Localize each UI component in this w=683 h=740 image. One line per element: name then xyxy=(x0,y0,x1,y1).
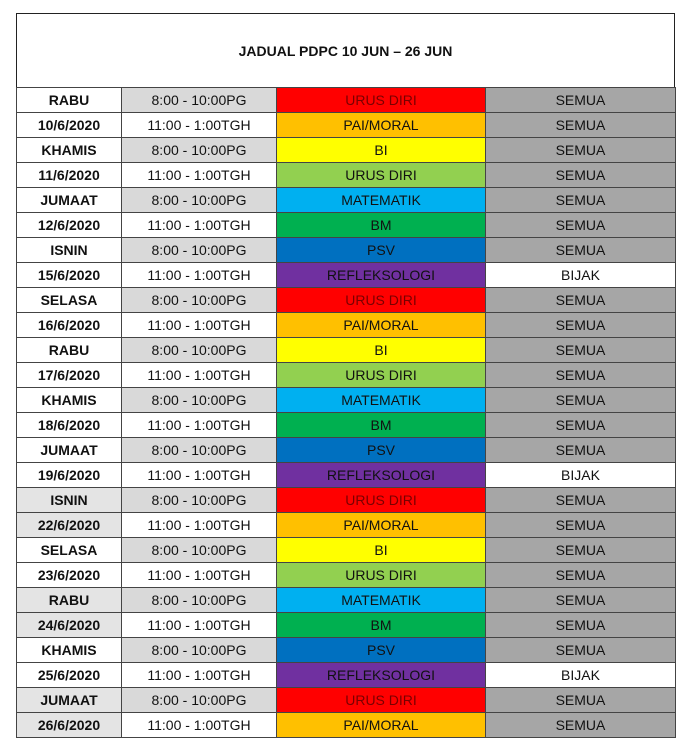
day-date-cell: 17/6/2020 xyxy=(17,363,122,388)
table-row xyxy=(17,363,676,388)
table-row xyxy=(17,388,676,413)
day-name-cell: KHAMIS xyxy=(17,388,122,413)
table-row xyxy=(17,513,676,538)
day-name-cell: JUMAAT xyxy=(17,438,122,463)
time-cell: 8:00 - 10:00PG xyxy=(122,588,277,613)
table-row xyxy=(17,663,676,688)
day-date-cell: 10/6/2020 xyxy=(17,113,122,138)
group-cell: SEMUA xyxy=(486,488,676,513)
table-row xyxy=(17,338,676,363)
table-row xyxy=(17,238,676,263)
subject-cell: PAI/MORAL xyxy=(277,513,486,538)
day-name-cell: KHAMIS xyxy=(17,138,122,163)
subject-cell: BI xyxy=(277,138,486,163)
subject-cell: BI xyxy=(277,338,486,363)
time-cell: 8:00 - 10:00PG xyxy=(122,688,277,713)
day-date-cell: 26/6/2020 xyxy=(17,713,122,738)
day-name-cell: JUMAAT xyxy=(17,188,122,213)
group-cell: SEMUA xyxy=(486,163,676,188)
time-cell: 11:00 - 1:00TGH xyxy=(122,513,277,538)
time-cell: 11:00 - 1:00TGH xyxy=(122,713,277,738)
time-cell: 11:00 - 1:00TGH xyxy=(122,363,277,388)
group-cell: SEMUA xyxy=(486,538,676,563)
table-row xyxy=(17,713,676,738)
day-name-cell: SELASA xyxy=(17,538,122,563)
table-row xyxy=(17,163,676,188)
subject-cell: BI xyxy=(277,538,486,563)
table-row xyxy=(17,88,676,113)
schedule-title: JADUAL PDPC 10 JUN – 26 JUN xyxy=(16,13,675,87)
group-cell: SEMUA xyxy=(486,288,676,313)
group-cell: SEMUA xyxy=(486,113,676,138)
group-cell: SEMUA xyxy=(486,438,676,463)
group-cell: SEMUA xyxy=(486,338,676,363)
group-cell: SEMUA xyxy=(486,513,676,538)
time-cell: 11:00 - 1:00TGH xyxy=(122,613,277,638)
group-cell: SEMUA xyxy=(486,388,676,413)
day-date-cell: 24/6/2020 xyxy=(17,613,122,638)
table-row xyxy=(17,638,676,663)
group-cell: SEMUA xyxy=(486,138,676,163)
time-cell: 8:00 - 10:00PG xyxy=(122,138,277,163)
group-cell: SEMUA xyxy=(486,613,676,638)
time-cell: 8:00 - 10:00PG xyxy=(122,238,277,263)
group-cell: SEMUA xyxy=(486,188,676,213)
subject-cell: PSV xyxy=(277,238,486,263)
table-row xyxy=(17,413,676,438)
day-date-cell: 11/6/2020 xyxy=(17,163,122,188)
table-row xyxy=(17,188,676,213)
schedule-sheet xyxy=(16,13,675,738)
subject-cell: URUS DIRI xyxy=(277,488,486,513)
time-cell: 11:00 - 1:00TGH xyxy=(122,563,277,588)
day-name-cell: RABU xyxy=(17,338,122,363)
day-name-cell: RABU xyxy=(17,88,122,113)
subject-cell: URUS DIRI xyxy=(277,288,486,313)
table-row xyxy=(17,538,676,563)
time-cell: 11:00 - 1:00TGH xyxy=(122,663,277,688)
day-date-cell: 22/6/2020 xyxy=(17,513,122,538)
time-cell: 11:00 - 1:00TGH xyxy=(122,213,277,238)
time-cell: 8:00 - 10:00PG xyxy=(122,88,277,113)
day-date-cell: 18/6/2020 xyxy=(17,413,122,438)
day-name-cell: SELASA xyxy=(17,288,122,313)
group-cell: SEMUA xyxy=(486,413,676,438)
subject-cell: MATEMATIK xyxy=(277,588,486,613)
day-name-cell: ISNIN xyxy=(17,238,122,263)
group-cell: SEMUA xyxy=(486,688,676,713)
table-row xyxy=(17,288,676,313)
day-date-cell: 23/6/2020 xyxy=(17,563,122,588)
table-row xyxy=(17,588,676,613)
time-cell: 11:00 - 1:00TGH xyxy=(122,413,277,438)
subject-cell: PAI/MORAL xyxy=(277,713,486,738)
time-cell: 8:00 - 10:00PG xyxy=(122,538,277,563)
subject-cell: PSV xyxy=(277,638,486,663)
day-name-cell: JUMAAT xyxy=(17,688,122,713)
day-date-cell: 16/6/2020 xyxy=(17,313,122,338)
schedule-table xyxy=(16,87,676,738)
group-cell: BIJAK xyxy=(486,263,676,288)
time-cell: 8:00 - 10:00PG xyxy=(122,188,277,213)
subject-cell: BM xyxy=(277,213,486,238)
table-row xyxy=(17,313,676,338)
schedule-body xyxy=(17,88,676,738)
day-date-cell: 19/6/2020 xyxy=(17,463,122,488)
time-cell: 8:00 - 10:00PG xyxy=(122,288,277,313)
subject-cell: REFLEKSOLOGI xyxy=(277,663,486,688)
subject-cell: REFLEKSOLOGI xyxy=(277,463,486,488)
group-cell: BIJAK xyxy=(486,463,676,488)
day-name-cell: KHAMIS xyxy=(17,638,122,663)
group-cell: SEMUA xyxy=(486,588,676,613)
table-row xyxy=(17,488,676,513)
table-row xyxy=(17,138,676,163)
table-row xyxy=(17,613,676,638)
table-row xyxy=(17,688,676,713)
subject-cell: PAI/MORAL xyxy=(277,313,486,338)
time-cell: 8:00 - 10:00PG xyxy=(122,338,277,363)
subject-cell: MATEMATIK xyxy=(277,388,486,413)
subject-cell: URUS DIRI xyxy=(277,163,486,188)
subject-cell: URUS DIRI xyxy=(277,88,486,113)
time-cell: 11:00 - 1:00TGH xyxy=(122,313,277,338)
day-date-cell: 12/6/2020 xyxy=(17,213,122,238)
day-date-cell: 15/6/2020 xyxy=(17,263,122,288)
time-cell: 8:00 - 10:00PG xyxy=(122,488,277,513)
day-name-cell: RABU xyxy=(17,588,122,613)
time-cell: 11:00 - 1:00TGH xyxy=(122,163,277,188)
group-cell: SEMUA xyxy=(486,638,676,663)
subject-cell: REFLEKSOLOGI xyxy=(277,263,486,288)
subject-cell: URUS DIRI xyxy=(277,563,486,588)
table-row xyxy=(17,463,676,488)
time-cell: 11:00 - 1:00TGH xyxy=(122,263,277,288)
group-cell: BIJAK xyxy=(486,663,676,688)
group-cell: SEMUA xyxy=(486,88,676,113)
subject-cell: PSV xyxy=(277,438,486,463)
time-cell: 8:00 - 10:00PG xyxy=(122,388,277,413)
time-cell: 8:00 - 10:00PG xyxy=(122,438,277,463)
group-cell: SEMUA xyxy=(486,713,676,738)
day-date-cell: 25/6/2020 xyxy=(17,663,122,688)
group-cell: SEMUA xyxy=(486,363,676,388)
table-row xyxy=(17,563,676,588)
time-cell: 11:00 - 1:00TGH xyxy=(122,463,277,488)
subject-cell: URUS DIRI xyxy=(277,688,486,713)
subject-cell: URUS DIRI xyxy=(277,363,486,388)
group-cell: SEMUA xyxy=(486,313,676,338)
time-cell: 11:00 - 1:00TGH xyxy=(122,113,277,138)
time-cell: 8:00 - 10:00PG xyxy=(122,638,277,663)
day-name-cell: ISNIN xyxy=(17,488,122,513)
table-row xyxy=(17,213,676,238)
subject-cell: BM xyxy=(277,613,486,638)
subject-cell: BM xyxy=(277,413,486,438)
group-cell: SEMUA xyxy=(486,238,676,263)
table-row xyxy=(17,263,676,288)
subject-cell: MATEMATIK xyxy=(277,188,486,213)
table-row xyxy=(17,113,676,138)
group-cell: SEMUA xyxy=(486,213,676,238)
table-row xyxy=(17,438,676,463)
group-cell: SEMUA xyxy=(486,563,676,588)
subject-cell: PAI/MORAL xyxy=(277,113,486,138)
